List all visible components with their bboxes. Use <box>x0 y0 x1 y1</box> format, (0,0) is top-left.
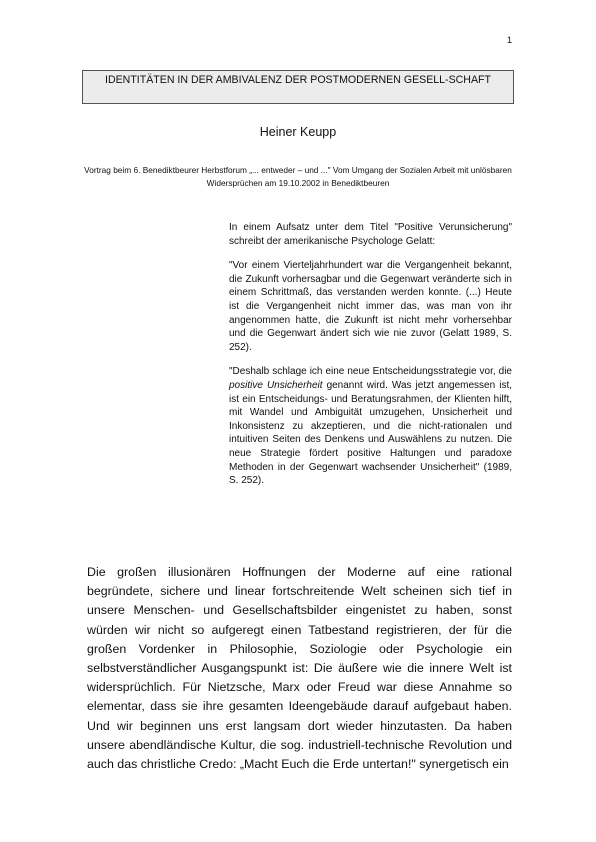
body-paragraph: Die großen illusionären Hoffnungen der Moderne auf eine rational begründete, sichere und linear fortschreitende Welt scheinen sich tief in unsere Menschen- und Gesellschaftsbilder eingenistet zu haben, sonst würden wir nicht so aufgeregt einen Tatbestand registrieren, der für die großen Vordenker in Philosophie, Soziologie oder Psychologie ein selbstverständlicher Ausgangspunkt ist: Die äußere wie die innere Welt ist widersprüchlich. Für Nietzsche, Marx oder Freud war diese Annahme so elementar, dass sie ihre gesamten Ideengebäude darauf aufgebaut haben. Und wir beginnen uns erst langsam dort wieder hinzutasten. Da haben unsere abendländische Kultur, die sog. industriell-technische Revolution und auch das christliche Credo: „Macht Euch die Erde untertan!" synergetisch ein <box>87 565 512 772</box>
quote-paragraph-1: "Vor einem Vierteljahrhundert war die Vergangenheit bekannt, die Zukunft vorhersagbar und die Gegenwart veränderte sich in einem Schrittmaß, das verstanden werden konnte. (...) Heute ist die Vergangenheit nicht immer das, was man von ihr angenommen hatte, die Zukunft ist nicht mehr vorhersehbar und die Gegenwart ändert sich wie nie zuvor (Gelatt 1989, S. 252). <box>229 260 512 353</box>
quote-p2-end: genannt wird. Was jetzt angemessen ist, ist ein Entscheidungs- und Beratungsrahmen, der Klienten hilft, mit Wandel und Ambiguität umzugehen, Unsicherheit und Inkonsistenz zu akzeptieren, und die nicht-rationalen und intuitiven Seiten des Denkens und Auswählens zu nutzen. Die neue Strategie fördert positive Haltungen und paradoxe Methoden in der Gegenwart wachsender Unsicherheit" (1989, S. 252). <box>229 379 512 487</box>
title-box <box>82 70 514 104</box>
quote-intro: In einem Aufsatz unter dem Titel "Positive Verunsicherung" schreibt der amerikanische Psychologe Gelatt: <box>229 222 512 247</box>
quote-p2-start: "Deshalb schlage ich eine neue Entscheidungsstrategie vor, die <box>229 366 512 378</box>
quote-paragraph-2 <box>229 365 512 487</box>
author-name: Heiner Keupp <box>259 125 337 139</box>
quote-column <box>229 221 512 499</box>
document-title: IDENTITÄTEN IN DER AMBIVALENZ DER POSTMODERNEN GESELL-SCHAFT <box>105 74 491 86</box>
page-number: 1 <box>506 35 512 45</box>
quote-p2-emphasis: positive Unsicherheit <box>229 379 323 391</box>
talk-subtitle: Vortrag beim 6. Benediktbeurer Herbstforum „... entweder – und ..." Vom Umgang der Sozialen Arbeit mit unlösbaren Widersprüchen am 19.10.2002 in Benediktbeuren <box>84 165 512 188</box>
